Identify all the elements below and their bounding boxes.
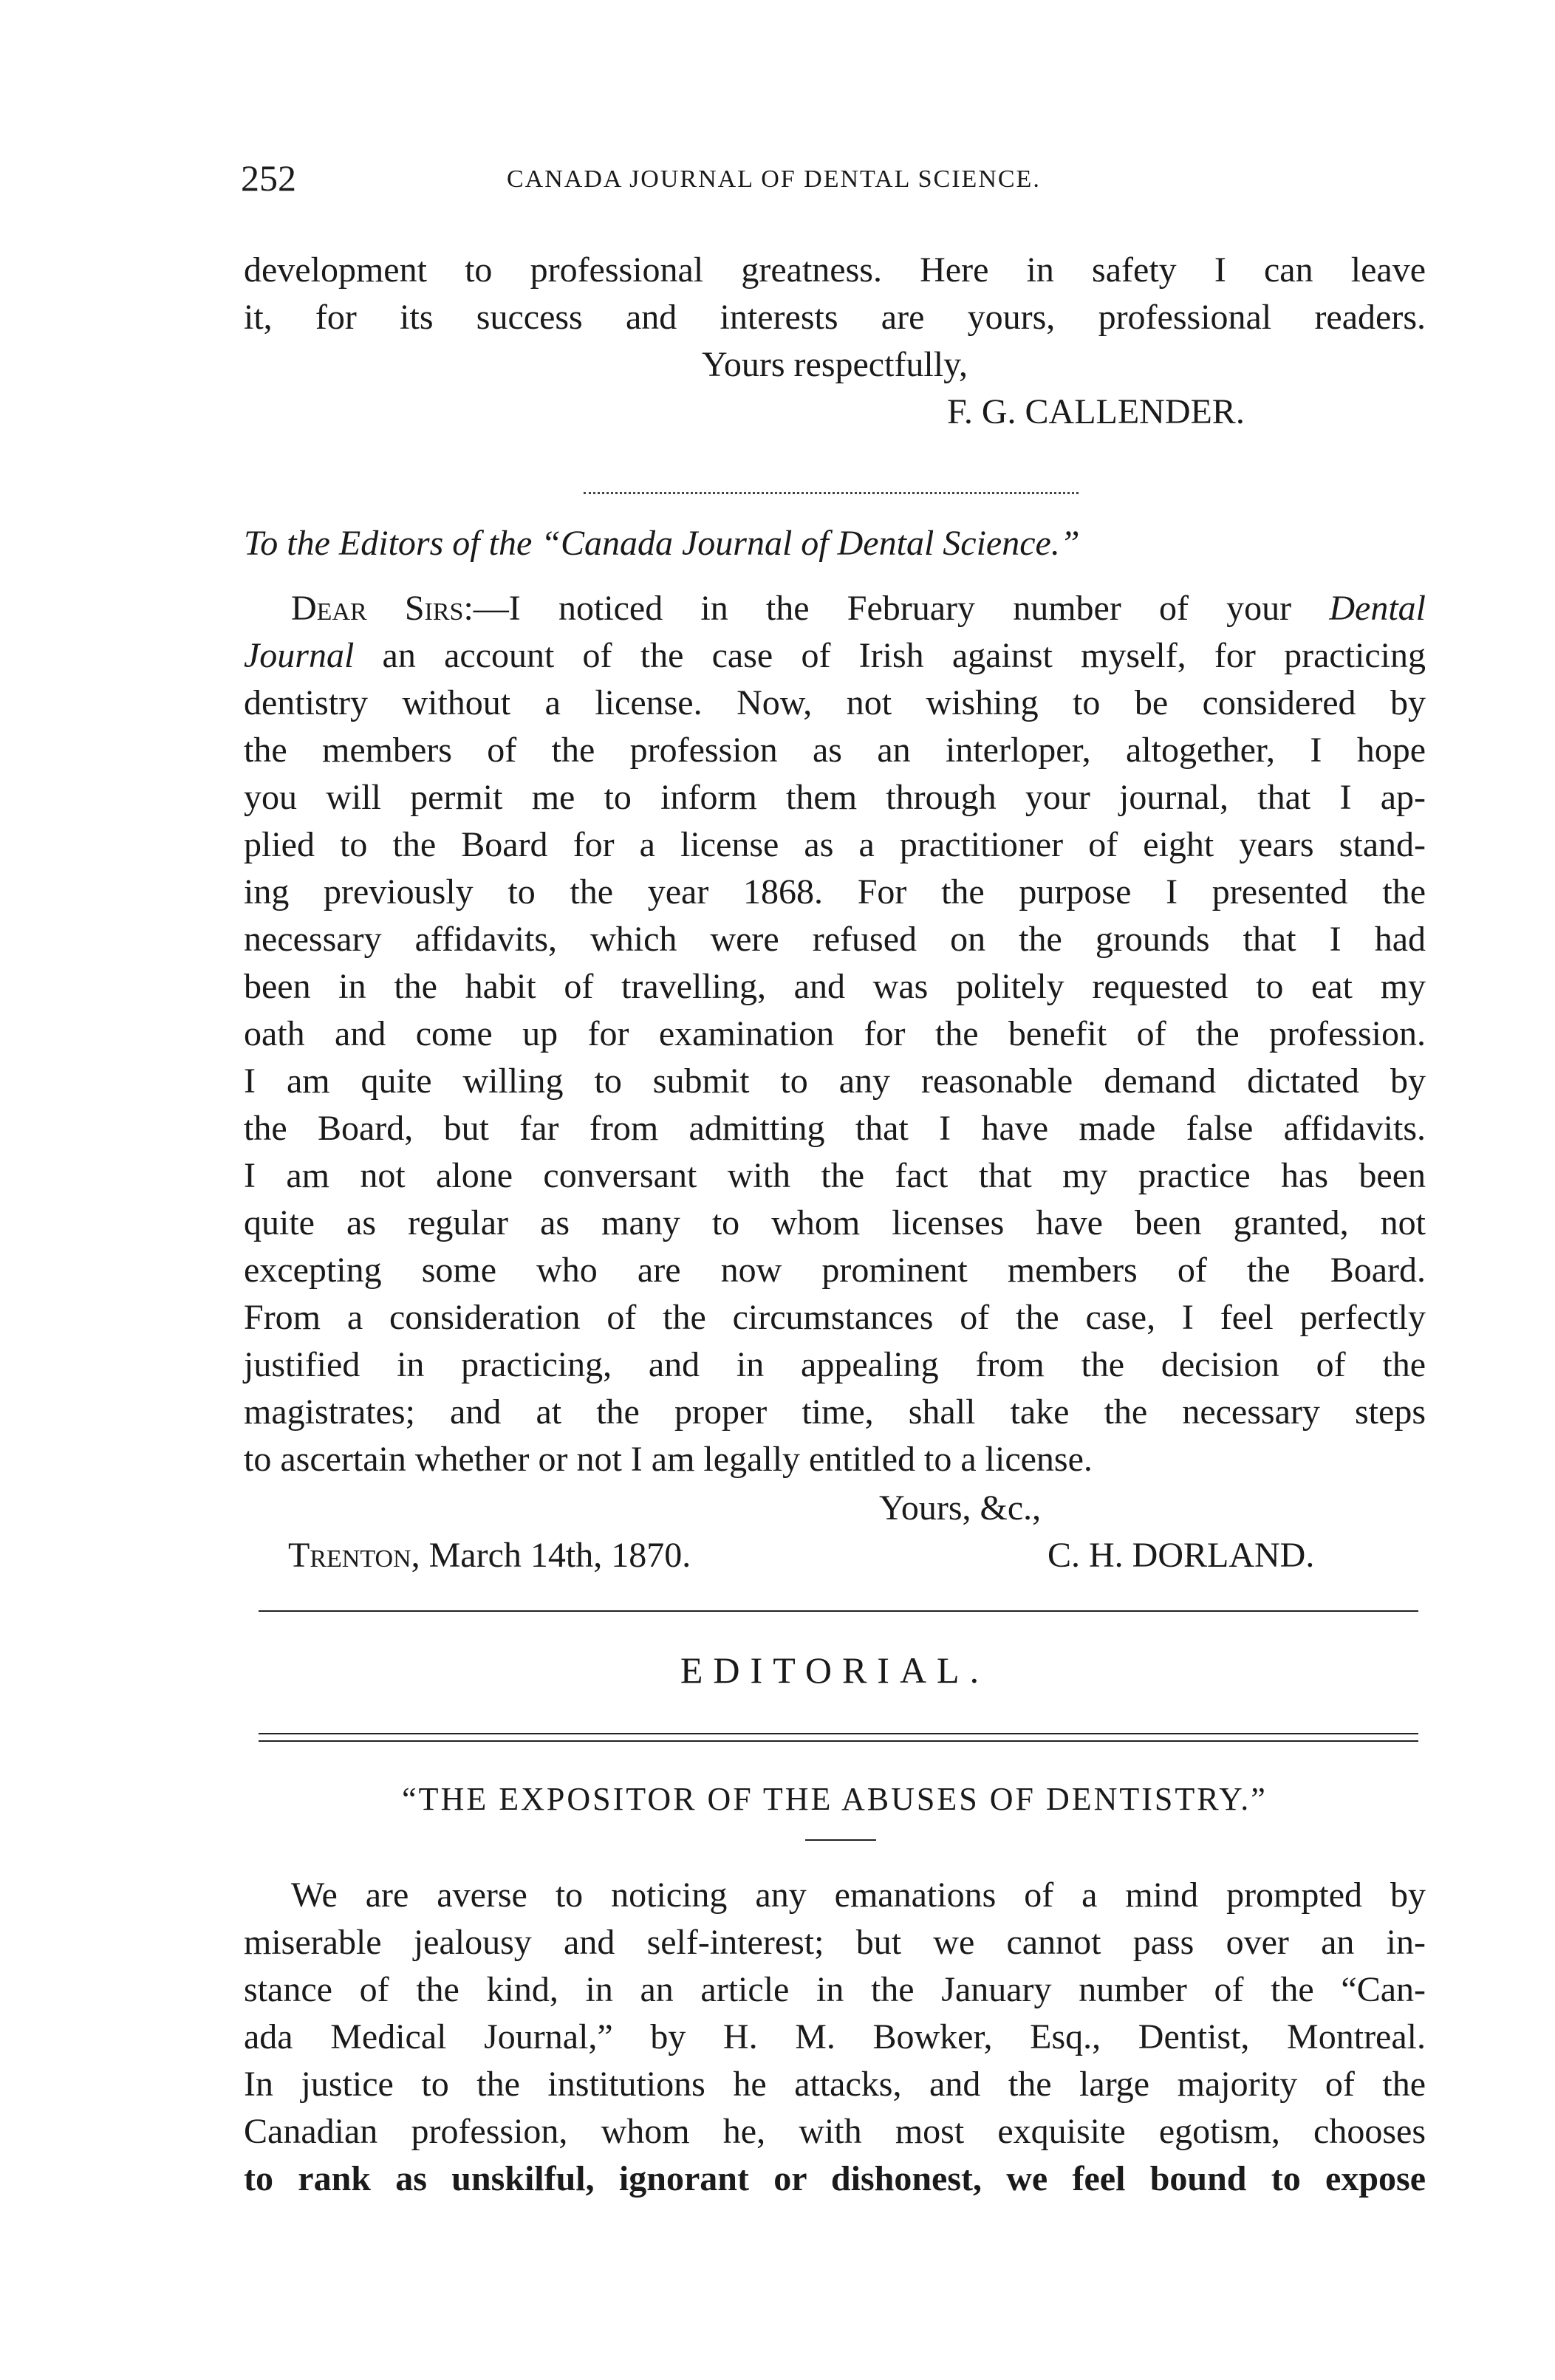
letter2-line-6: plied to the Board for a license as a practitioner of eight years stand-	[244, 825, 1426, 864]
letter2-line-19: to ascertain whether or not I am legally entitled to a license.	[244, 1440, 1093, 1479]
line1-text: :—I noticed in the February number of your	[463, 589, 1330, 628]
line1-italic: Dental	[1329, 589, 1426, 628]
running-head: CANADA JOURNAL OF DENTAL SCIENCE.	[507, 165, 1041, 193]
letter1-line-2: it, for its success and interests are yours, professional readers.	[244, 298, 1426, 337]
letter2-line-12: the Board, but far from admitting that I have made false affidavits.	[244, 1109, 1426, 1148]
article-line-7: to rank as unskilful, ignorant or dishonest, we feel bound to expose	[244, 2159, 1426, 2198]
page-number: 252	[241, 157, 296, 199]
place: Trenton	[288, 1536, 411, 1575]
letter2-line-13: I am not alone conversant with the fact that my practice has been	[244, 1156, 1426, 1195]
line2-italic: Journal	[244, 636, 355, 675]
letter2-line-17: justified in practicing, and in appealing from the decision of the	[244, 1345, 1426, 1384]
letter2-line-16: From a consideration of the circumstances of the case, I feel perfectly	[244, 1298, 1426, 1337]
article-line-1: We are averse to noticing any emanations of a mind prompted by	[291, 1875, 1426, 1915]
double-rule-2	[259, 1740, 1418, 1742]
line2-text: an account of the case of Irish against myself, for practicing	[354, 636, 1426, 675]
article-line-2: miserable jealousy and self-interest; but we cannot pass over an in-	[244, 1923, 1426, 1962]
article-line-4: ada Medical Journal,” by H. M. Bowker, Esq., Dentist, Montreal.	[244, 2017, 1426, 2056]
letter2-line-14: quite as regular as many to whom licenses have been granted, not	[244, 1203, 1426, 1242]
salutation-prefix: To the Editors of the	[244, 524, 541, 563]
date: , March 14th, 1870.	[411, 1536, 691, 1575]
opening-caps: Dear Sirs	[291, 589, 464, 628]
letter2-line-18: magistrates; and at the proper time, shall take the necessary steps	[244, 1392, 1426, 1432]
salutation-journal: “Canada Journal of Dental Science.”	[541, 524, 1080, 563]
letter2-line-4: the members of the profession as an interloper, altogether, I hope	[244, 731, 1426, 770]
double-rule-1	[259, 1733, 1418, 1734]
editorial-heading: EDITORIAL.	[680, 1649, 990, 1691]
letter1-closing: Yours respectfully,	[702, 345, 968, 384]
letter2-closing: Yours, &c.,	[879, 1488, 1042, 1528]
article-title: “THE EXPOSITOR OF THE ABUSES OF DENTISTRY.”	[402, 1781, 1268, 1817]
title-short-rule	[805, 1839, 876, 1841]
letter2-line-9: been in the habit of travelling, and was politely requested to eat my	[244, 967, 1426, 1006]
letter2-line-11: I am quite willing to submit to any reasonable demand dictated by	[244, 1061, 1426, 1101]
letter2-line-5: you will permit me to inform them through your journal, that I ap-	[244, 778, 1426, 817]
letter1-signature: F. G. CALLENDER.	[947, 392, 1245, 431]
letter2-line-8: necessary affidavits, which were refused on the grounds that I had	[244, 920, 1426, 959]
letter2-signature: C. H. DORLAND.	[1048, 1536, 1315, 1575]
letter1-line-1: development to professional greatness. Here in safety I can leave	[244, 250, 1426, 290]
article-line-5: In justice to the institutions he attacks, and the large majority of the	[244, 2065, 1426, 2104]
article-line-3: stance of the kind, in an article in the January number of the “Can-	[244, 1970, 1426, 2009]
letter2-line-3: dentistry without a license. Now, not wishing to be considered by	[244, 683, 1426, 722]
letter2-line-10: oath and come up for examination for the benefit of the profession.	[244, 1014, 1426, 1053]
letter2-line-7: ing previously to the year 1868. For the purpose I presented the	[244, 872, 1426, 912]
article-line-6: Canadian profession, whom he, with most exquisite egotism, chooses	[244, 2112, 1426, 2151]
letter2-line-15: excepting some who are now prominent members of the Board.	[244, 1251, 1426, 1290]
